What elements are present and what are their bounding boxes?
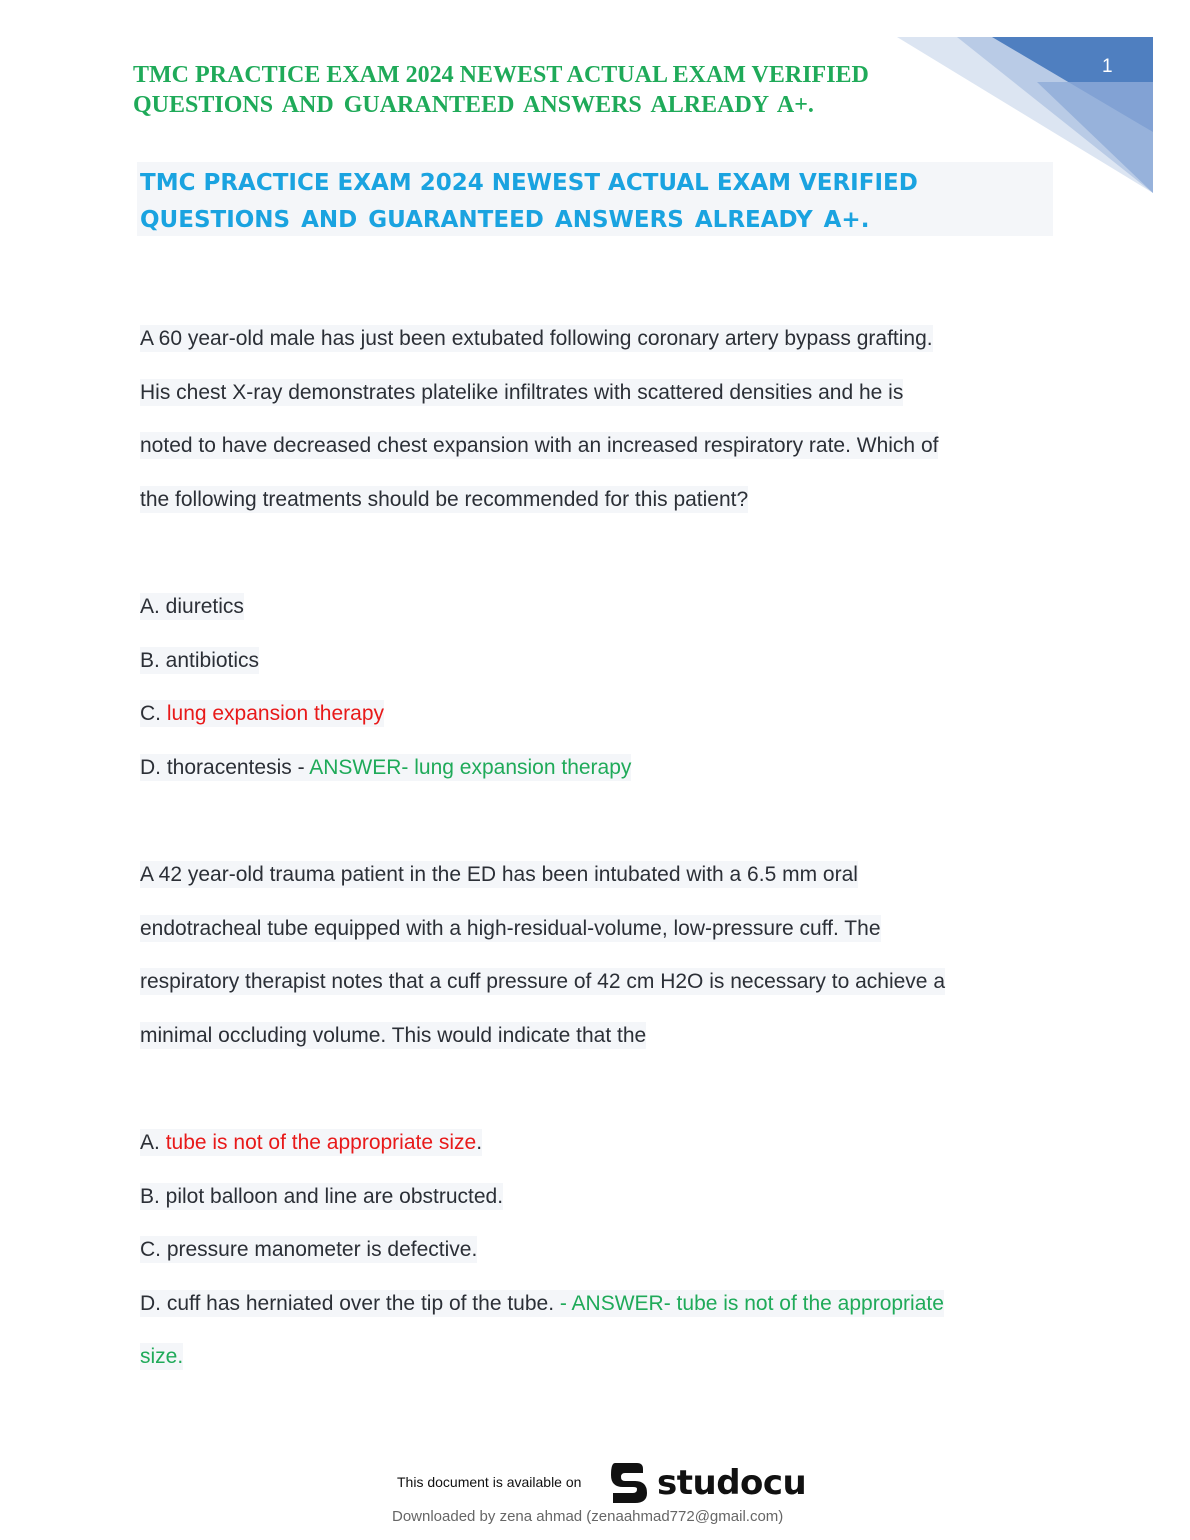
downloaded-by-text: Downloaded by zena ahmad (zenaahmad772@gmail.com) xyxy=(392,1508,784,1525)
running-header-line2: QUESTIONS AND GUARANTEED ANSWERS ALREADY A+. xyxy=(133,92,814,118)
q1-option-c-prefix: C. xyxy=(140,702,167,726)
q2-option-a-text: tube is not of the appropriate size xyxy=(165,1130,477,1154)
q2-stem-line: endotracheal tube equipped with a high-residual-volume, low-pressure cuff. The xyxy=(140,916,881,940)
question-2 xyxy=(140,848,1040,1384)
q2-stem-line: A 42 year-old trauma patient in the ED has been intubated with a 6.5 mm oral xyxy=(140,862,858,886)
q1-stem-line: His chest X-ray demonstrates platelike infiltrates with scattered densities and he is xyxy=(140,380,904,404)
q1-option-d: D. thoracentesis - xyxy=(140,755,310,779)
q1-answer: ANSWER- lung expansion therapy xyxy=(309,755,632,779)
q2-option-c: C. pressure manometer is defective. xyxy=(140,1238,478,1262)
running-header-line1: TMC PRACTICE EXAM 2024 NEWEST ACTUAL EXAM VERIFIED xyxy=(133,62,869,88)
document-body xyxy=(140,312,1040,1384)
q2-stem-line: respiratory therapist notes that a cuff pressure of 42 cm H2O is necessary to achieve a xyxy=(140,970,946,994)
q1-option-a: A. diuretics xyxy=(140,594,244,618)
q1-option-c-text: lung expansion therapy xyxy=(166,702,385,726)
running-header xyxy=(133,60,963,120)
question-1 xyxy=(140,312,1040,794)
q1-stem-line: noted to have decreased chest expansion with an increased respiratory rate. Which of xyxy=(140,434,939,458)
document-title-line2: QUESTIONS AND GUARANTEED ANSWERS ALREADY A+. xyxy=(140,207,870,233)
q2-option-a-prefix: A. xyxy=(140,1130,166,1154)
studocu-logo[interactable] xyxy=(607,1458,806,1508)
footer-availability-text: This document is available on xyxy=(397,1474,582,1490)
document-title-line1: TMC PRACTICE EXAM 2024 NEWEST ACTUAL EXAM VERIFIED xyxy=(140,170,918,196)
studocu-logo-icon xyxy=(607,1459,651,1507)
studocu-brand-text: studocu xyxy=(657,1463,807,1503)
q1-option-b: B. antibiotics xyxy=(140,648,260,672)
q1-stem-line: the following treatments should be recommended for this patient? xyxy=(140,487,749,511)
q2-stem-line: minimal occluding volume. This would indicate that the xyxy=(140,1023,647,1047)
document-title xyxy=(140,165,1045,239)
q2-answer-line1: - ANSWER- tube is not of the appropriate xyxy=(554,1291,944,1315)
q2-option-d: D. cuff has herniated over the tip of the tube. xyxy=(140,1291,555,1315)
q1-stem-line: A 60 year-old male has just been extubated following coronary artery bypass grafting. xyxy=(140,327,933,350)
page-number: 1 xyxy=(1102,56,1113,77)
q2-option-b: B. pilot balloon and line are obstructed. xyxy=(140,1184,504,1208)
q2-option-a-suffix: . xyxy=(476,1130,483,1154)
q2-answer-line2: size. xyxy=(140,1345,184,1369)
